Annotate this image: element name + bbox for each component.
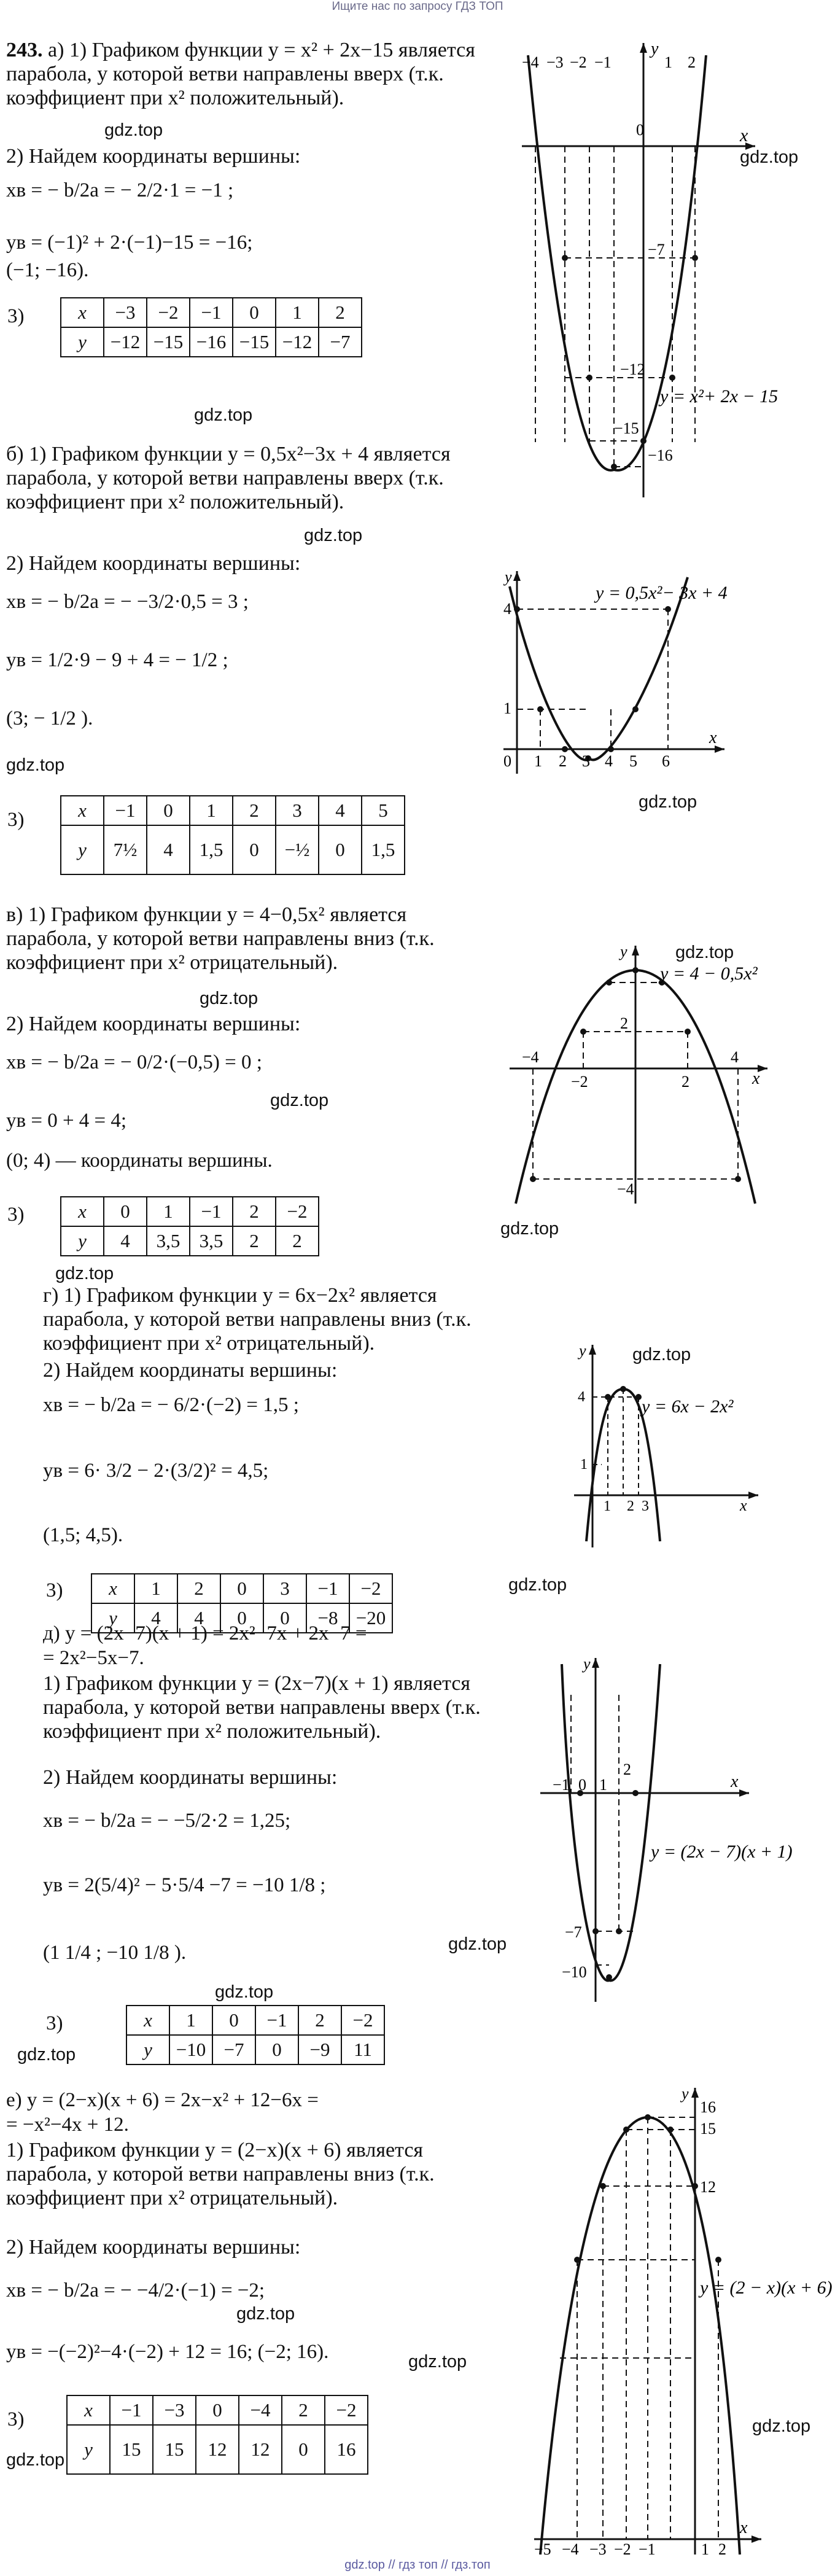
- y-tick-label: 12: [700, 2178, 716, 2196]
- x-tick-label: 2: [682, 1073, 689, 1091]
- table-cell: 4: [177, 1603, 220, 1633]
- table-cell: 0: [319, 825, 362, 874]
- part-f-table-label: 3): [7, 2408, 25, 2430]
- part-f-expand-1: е) y = (2−x)(x + 6) = 2x−x² + 12−6x =: [6, 2089, 319, 2111]
- table-cell: −2: [349, 1574, 392, 1603]
- y-tick-label: 1: [503, 699, 511, 717]
- y-tick-label: 16: [700, 2098, 716, 2116]
- table-cell: −1: [104, 796, 147, 825]
- table-cell: 2: [282, 2395, 325, 2425]
- table-cell: −1: [110, 2395, 153, 2425]
- svg-text:x: x: [740, 2518, 748, 2537]
- table-cell: 2: [233, 1226, 276, 1256]
- part-d-table-label: 3): [46, 1579, 63, 1601]
- table-cell: 1: [276, 298, 319, 327]
- table-row: [61, 327, 362, 357]
- table-row: [126, 2035, 384, 2064]
- table-cell: −2: [341, 2006, 384, 2035]
- table-cell: 1: [147, 1197, 190, 1226]
- table-cell: 0: [220, 1574, 263, 1603]
- table-row: [61, 1226, 319, 1256]
- part-d-intro: г) 1) Графиком функции y = 6x−2x² является парабола, у которой ветви направлены вниз (т.к. коэффициент при x² отрицательный).: [43, 1284, 472, 1355]
- x-tick-label: 5: [629, 752, 637, 770]
- part-b-vertex: (3; − 1/2 ).: [6, 707, 93, 730]
- part-f-graph-label: y = (2 − x)(x + 6): [700, 2278, 833, 2298]
- table-cell: −2: [276, 1197, 319, 1226]
- table-cell: −10: [169, 2035, 212, 2064]
- y-tick-label: −16: [648, 446, 673, 464]
- svg-text:y: y: [583, 1655, 591, 1673]
- part-e-vertex: (1 1/4 ; −10 1/8 ).: [43, 1942, 187, 1964]
- table-cell: −1: [190, 298, 233, 327]
- table-cell: 2: [177, 1574, 220, 1603]
- watermark: gdz.top: [194, 405, 253, 425]
- part-c-table-label: 3): [7, 1204, 25, 1226]
- table-cell: 15: [153, 2425, 196, 2474]
- part-d-vertex: (1,5; 4,5).: [43, 1524, 123, 1546]
- table-cell: −12: [104, 327, 147, 357]
- table-cell: 3: [276, 796, 319, 825]
- part-f-intro: 1) Графиком функции y = (2−x)(x + 6) является парабола, у которой ветви направлены вниз (т.к. коэффициент при x² отрицательный).: [6, 2139, 435, 2209]
- table-cell: 12: [196, 2425, 239, 2474]
- table-cell: 0: [233, 825, 276, 874]
- part-e-table-label: 3): [46, 2012, 63, 2034]
- table-cell: 12: [239, 2425, 282, 2474]
- watermark: gdz.top: [639, 792, 697, 812]
- table-header-cell: y: [126, 2035, 169, 2064]
- y-tick-label: −15: [614, 419, 639, 437]
- part-b-yv: yв = 1/2·9 − 9 + 4 = − 1/2 ;: [6, 649, 228, 671]
- table-cell: −15: [233, 327, 276, 357]
- part-e-expand-2: = 2x²−5x−7.: [43, 1647, 144, 1669]
- part-c-yv: yв = 0 + 4 = 4;: [6, 1110, 127, 1132]
- table-header-cell: x: [61, 1197, 104, 1226]
- watermark: gdz.top: [6, 2450, 65, 2470]
- part-a-value-table: [60, 297, 362, 357]
- watermark: gdz.top: [17, 2045, 76, 2064]
- table-cell: −9: [298, 2035, 341, 2064]
- table-cell: 2: [298, 2006, 341, 2035]
- table-row: [126, 2006, 384, 2035]
- x-tick-label: 0: [636, 121, 644, 139]
- x-tick-label: 3: [582, 752, 590, 770]
- part-f-value-table: [66, 2395, 368, 2475]
- svg-text:x: x: [740, 1496, 747, 1514]
- y-tick-label: 1: [580, 1457, 588, 1473]
- svg-text:x: x: [752, 1069, 760, 1088]
- watermark: gdz.top: [55, 1264, 114, 1283]
- part-a-table-label: 3): [7, 305, 25, 327]
- watermark: gdz.top: [408, 2352, 467, 2372]
- part-a-yv: yв = (−1)² + 2·(−1)−15 = −16;: [6, 232, 253, 254]
- part-c-graph: [510, 943, 767, 1204]
- table-cell: 1: [169, 2006, 212, 2035]
- x-tick-label: 4: [605, 752, 613, 770]
- problem-number: 243.: [6, 39, 43, 61]
- part-e-graph: [540, 1655, 793, 2002]
- table-cell: −3: [153, 2395, 196, 2425]
- part-b-graph-label: y = 0,5x²− 3x + 4: [596, 583, 728, 603]
- x-tick-label: −1: [594, 53, 612, 71]
- part-a-vertex: (−1; −16).: [6, 259, 89, 281]
- svg-text:y: y: [579, 1342, 586, 1360]
- x-tick-label: −5: [534, 2540, 551, 2558]
- x-tick-label: 1: [604, 1498, 611, 1514]
- table-cell: 4: [319, 796, 362, 825]
- watermark: gdz.top: [270, 1091, 329, 1110]
- table-cell: 2: [276, 1226, 319, 1256]
- part-e-graph-label: y = (2x − 7)(x + 1): [651, 1842, 793, 1862]
- part-a-intro-text: а) 1) Графиком функции y = x² + 2x−15 является парабола, у которой ветви направлены вверх (т.к. коэффициент при x² положительный).: [6, 39, 475, 109]
- table-cell: 4: [104, 1226, 147, 1256]
- x-tick-label: −1: [639, 2540, 656, 2558]
- table-cell: 0: [147, 796, 190, 825]
- watermark: gdz.top: [632, 1345, 691, 1364]
- part-b-table-label: 3): [7, 809, 25, 831]
- part-d-graph-label: y = 6x − 2x²: [642, 1396, 734, 1417]
- y-tick-label: 15: [700, 2120, 716, 2138]
- part-a-step2: 2) Найдем координаты вершины:: [6, 145, 301, 168]
- table-cell: 7½: [104, 825, 147, 874]
- x-tick-label: 3: [642, 1498, 649, 1514]
- x-tick-label: −4: [522, 53, 539, 71]
- watermark: gdz.top: [500, 1219, 559, 1239]
- x-tick-label: 4: [731, 1048, 739, 1066]
- watermark: gdz.top: [675, 943, 734, 962]
- part-b-value-table: [60, 795, 405, 875]
- table-cell: 0: [196, 2395, 239, 2425]
- y-tick-label: −4: [617, 1180, 634, 1198]
- part-e-expand-1: д) y = (2x−7)(x + 1) = 2x²−7x + 2x−7 =: [43, 1622, 367, 1644]
- watermark: gdz.top: [304, 526, 363, 545]
- table-cell: 5: [362, 796, 405, 825]
- watermark: gdz.top: [104, 120, 163, 140]
- x-tick-label: 1: [599, 1776, 607, 1794]
- table-header-cell: x: [61, 298, 104, 327]
- table-row: [91, 1574, 392, 1603]
- table-cell: 2: [319, 298, 362, 327]
- svg-text:y: y: [682, 2085, 689, 2103]
- table-header-cell: x: [67, 2395, 110, 2425]
- part-d-yv: yв = 6· 3/2 − 2·(3/2)² = 4,5;: [43, 1460, 269, 1482]
- table-cell: −1: [190, 1197, 233, 1226]
- table-cell: 0: [104, 1197, 147, 1226]
- table-cell: 0: [263, 1603, 306, 1633]
- x-tick-label: 2: [718, 2540, 726, 2558]
- table-cell: 4: [134, 1603, 177, 1633]
- table-header-cell: x: [91, 1574, 134, 1603]
- y-tick-label: −12: [620, 360, 645, 378]
- table-cell: −8: [306, 1603, 349, 1633]
- table-cell: −3: [104, 298, 147, 327]
- table-cell: −15: [147, 327, 190, 357]
- table-cell: 1: [190, 796, 233, 825]
- table-header-cell: x: [61, 796, 104, 825]
- svg-text:x: x: [740, 125, 748, 146]
- part-f-step2: 2) Найдем координаты вершины:: [6, 2236, 301, 2259]
- watermark: gdz.top: [200, 989, 258, 1008]
- watermark: gdz.top: [236, 2304, 295, 2324]
- table-cell: 0: [220, 1603, 263, 1633]
- x-tick-label: 1: [701, 2540, 709, 2558]
- table-header-cell: y: [61, 1226, 104, 1256]
- x-tick-label: 0: [578, 1776, 586, 1794]
- table-cell: −12: [276, 327, 319, 357]
- table-cell: 3,5: [147, 1226, 190, 1256]
- y-tick-label: 4: [578, 1389, 585, 1405]
- table-row: [67, 2425, 368, 2474]
- x-tick-label: 2: [627, 1498, 634, 1514]
- part-c-graph-label: y = 4 − 0,5x²: [660, 963, 758, 984]
- table-cell: 1: [134, 1574, 177, 1603]
- x-tick-label: −2: [570, 53, 587, 71]
- watermark: gdz.top: [752, 2416, 811, 2436]
- table-header-cell: y: [61, 327, 104, 357]
- x-tick-label: −3: [589, 2540, 607, 2558]
- y-tick-label: −7: [648, 241, 665, 259]
- part-e-yv: yв = 2(5/4)² − 5·5/4 −7 = −10 1/8 ;: [43, 1874, 326, 1896]
- part-d-xv: xв = − b/2a = − 6/2·(−2) = 1,5 ;: [43, 1394, 299, 1416]
- x-tick-label: −2: [571, 1073, 588, 1091]
- x-tick-label: 1: [534, 752, 542, 770]
- part-d-step2: 2) Найдем координаты вершины:: [43, 1359, 338, 1382]
- table-row: [61, 298, 362, 327]
- part-f-yv: yв = −(−2)²−4·(−2) + 12 = 16; (−2; 16).: [6, 2341, 329, 2363]
- table-cell: 0: [233, 298, 276, 327]
- x-tick-label: 2: [559, 752, 567, 770]
- part-b-xv: xв = − b/2a = − −3/2·0,5 = 3 ;: [6, 591, 249, 613]
- part-f-xv: xв = − b/2a = − −4/2·(−1) = −2;: [6, 2279, 265, 2302]
- part-e-intro: 1) Графиком функции y = (2x−7)(x + 1) является парабола, у которой ветви направлены вверх (т.к. коэффициент при x² положительный).: [43, 1672, 481, 1743]
- table-header-cell: y: [61, 825, 104, 874]
- table-cell: 0: [282, 2425, 325, 2474]
- part-a-graph-label: y = x²+ 2x − 15: [660, 386, 779, 407]
- table-header-cell: y: [67, 2425, 110, 2474]
- x-tick-label: 2: [688, 53, 696, 71]
- svg-text:y: y: [505, 568, 512, 586]
- x-tick-label: −3: [546, 53, 564, 71]
- table-header-cell: y: [91, 1603, 134, 1633]
- top-search-link[interactable]: Ищите нас по запросу ГДЗ ТОП: [332, 0, 503, 13]
- table-cell: −2: [147, 298, 190, 327]
- table-row: [67, 2395, 368, 2425]
- part-a-intro: [6, 38, 510, 110]
- part-d-graph: [574, 1342, 758, 1547]
- part-e-xv: xв = − b/2a = − −5/2·2 = 1,25;: [43, 1810, 291, 1832]
- part-c-intro: в) 1) Графиком функции y = 4−0,5x² является парабола, у которой ветви направлены вниз (т.к. коэффициент при x² отрицательный).: [6, 903, 435, 974]
- table-cell: 0: [255, 2035, 298, 2064]
- table-cell: 15: [110, 2425, 153, 2474]
- part-b-step2: 2) Найдем координаты вершины:: [6, 552, 301, 575]
- table-cell: −½: [276, 825, 319, 874]
- x-tick-label: −2: [614, 2540, 631, 2558]
- part-c-xv: xв = − b/2a = − 0/2·(−0,5) = 0 ;: [6, 1051, 262, 1073]
- x-tick-label: 6: [662, 752, 670, 770]
- watermark: gdz.top: [215, 1982, 274, 2002]
- table-cell: 2: [233, 1197, 276, 1226]
- watermark: gdz.top: [448, 1934, 507, 1954]
- x-tick-label: −1: [553, 1776, 570, 1794]
- table-row: [61, 1197, 319, 1226]
- y-tick-label: −10: [562, 1963, 587, 1981]
- svg-text:y: y: [651, 39, 659, 58]
- x-tick-label: 1: [664, 53, 672, 71]
- table-cell: 11: [341, 2035, 384, 2064]
- footer-links[interactable]: gdz.top // гдз топ // гдз.топ: [344, 2558, 491, 2572]
- y-tick-label: 4: [503, 600, 511, 618]
- table-cell: −1: [255, 2006, 298, 2035]
- table-cell: 3: [263, 1574, 306, 1603]
- table-cell: −7: [212, 2035, 255, 2064]
- part-b-intro: б) 1) Графиком функции y = 0,5x²−3x + 4 является парабола, у которой ветви направлены вверх (т.к. коэффициент при x² положительный).: [6, 443, 451, 513]
- svg-text:y: y: [620, 943, 627, 960]
- table-row: [61, 825, 405, 874]
- watermark: gdz.top: [6, 755, 65, 775]
- part-e-step2: 2) Найдем координаты вершины:: [43, 1766, 338, 1789]
- table-cell: −16: [190, 327, 233, 357]
- table-cell: 2: [233, 796, 276, 825]
- svg-text:x: x: [731, 1772, 739, 1791]
- x-tick-label: −4: [522, 1048, 539, 1066]
- y-tick-label: 2: [620, 1014, 628, 1032]
- table-cell: 3,5: [190, 1226, 233, 1256]
- table-cell: −7: [319, 327, 362, 357]
- watermark: gdz.top: [740, 147, 799, 167]
- svg-text:x: x: [709, 728, 717, 747]
- y-tick-label: −7: [565, 1923, 582, 1941]
- part-a-xv: xв = − b/2a = − 2/2·1 = −1 ;: [6, 179, 234, 201]
- table-cell: −2: [325, 2395, 368, 2425]
- table-cell: −1: [306, 1574, 349, 1603]
- x-tick-label: −4: [562, 2540, 579, 2558]
- part-c-vertex: (0; 4) — координаты вершины.: [6, 1150, 273, 1172]
- x-tick-label: 2: [623, 1761, 631, 1778]
- table-cell: 1,5: [362, 825, 405, 874]
- part-b-graph: [503, 568, 728, 774]
- part-c-value-table: [60, 1196, 319, 1256]
- table-header-cell: x: [126, 2006, 169, 2035]
- part-c-step2: 2) Найдем координаты вершины:: [6, 1013, 301, 1035]
- table-cell: 16: [325, 2425, 368, 2474]
- part-f-expand-2: = −x²−4x + 12.: [6, 2114, 129, 2136]
- part-e-value-table: [126, 2005, 385, 2065]
- x-tick-label: 0: [503, 752, 511, 770]
- table-cell: 4: [147, 825, 190, 874]
- table-cell: 0: [212, 2006, 255, 2035]
- table-cell: −20: [349, 1603, 392, 1633]
- table-row: [61, 796, 405, 825]
- table-cell: 1,5: [190, 825, 233, 874]
- watermark: gdz.top: [508, 1575, 567, 1595]
- table-cell: −4: [239, 2395, 282, 2425]
